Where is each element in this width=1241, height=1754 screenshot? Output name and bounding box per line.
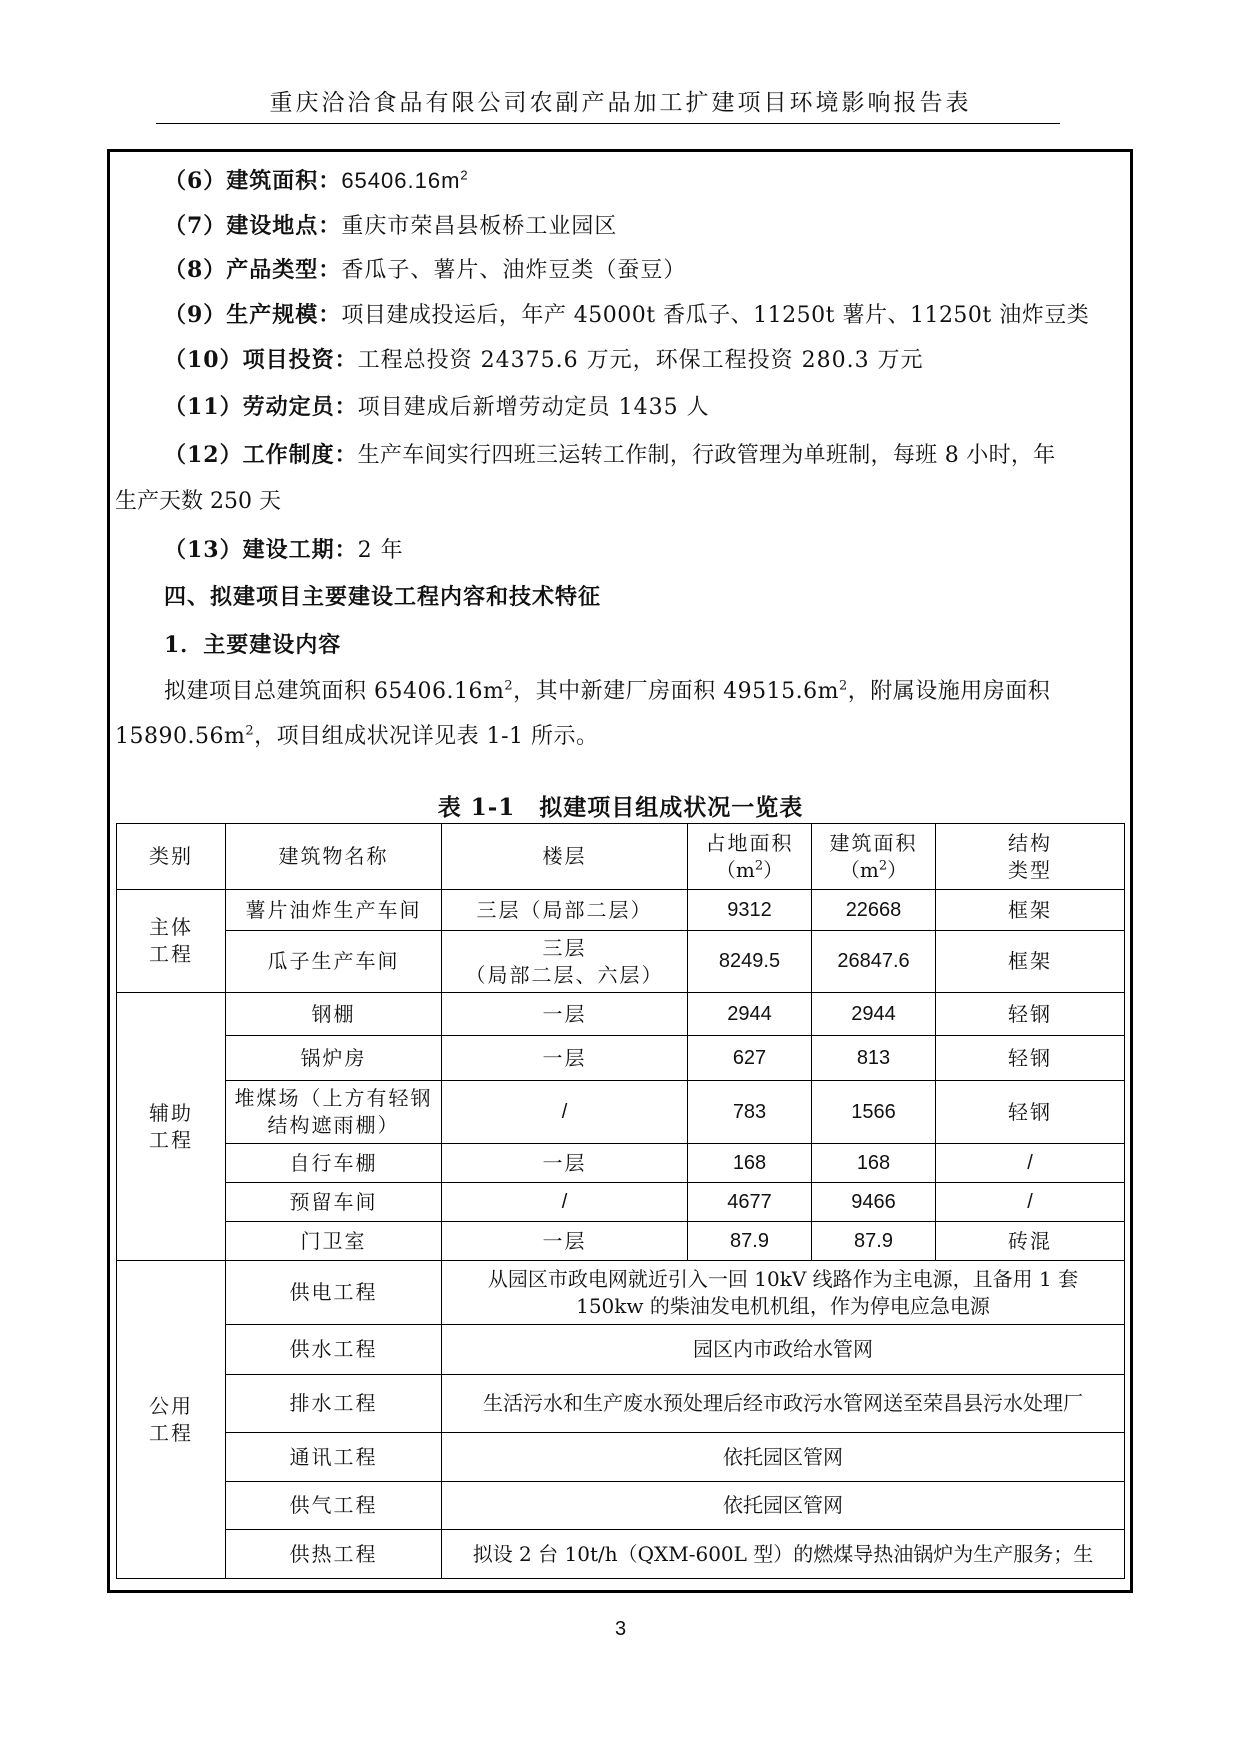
header-label: 类型 (1008, 857, 1052, 882)
land-area: 168 (688, 1144, 812, 1183)
superscript: 2 (245, 723, 255, 739)
structure: 砖混 (936, 1222, 1125, 1261)
floors (442, 931, 688, 993)
table-title: 表 1-1 拟建项目组成状况一览表 (437, 794, 804, 821)
item-value: 生产车间实行四班三运转工作制，行政管理为单班制，每班 8 小时，年 (357, 443, 1056, 468)
header-structure (936, 824, 1125, 890)
building-area: 813 (812, 1036, 936, 1081)
land-area: 87.9 (688, 1222, 812, 1261)
floors: / (442, 1183, 688, 1222)
building-name: 钢棚 (226, 993, 442, 1036)
works-description: 拟设 2 台 10t/h（QXM-600L 型）的燃煤导热油锅炉为生产服务；生 (442, 1530, 1125, 1579)
table-row (117, 1375, 1125, 1433)
item-value: 项目建成投运后，年产 45000t 香瓜子、11250t 薯片、11250t 油炸豆类 (341, 303, 1090, 328)
intro-text: 拟建项目总建筑面积 65406.16m (164, 679, 505, 704)
desc-line: 150kw 的柴油发电机机组，作为停电应急电源 (576, 1293, 990, 1318)
land-area: 8249.5 (688, 931, 812, 993)
floors: / (442, 1081, 688, 1144)
item-value: 香瓜子、薯片、油炸豆类（蚕豆） (341, 258, 687, 283)
header-category: 类别 (117, 824, 226, 890)
building-name: 门卫室 (226, 1222, 442, 1261)
group-label: 公用 (149, 1393, 193, 1418)
table-row (117, 1482, 1125, 1530)
structure: 轻钢 (936, 1081, 1125, 1144)
works-description: 依托园区管网 (442, 1482, 1125, 1530)
unit-text: （m (715, 857, 755, 882)
works-description: 生活污水和生产废水预处理后经市政污水管网送至荣昌县污水处理厂 (442, 1375, 1125, 1433)
intro-line-1 (164, 677, 1172, 707)
table-row (117, 890, 1125, 931)
item-label: （12）工作制度： (164, 442, 358, 468)
building-area: 168 (812, 1144, 936, 1183)
intro-line-2 (115, 722, 1123, 752)
header-label: 结构 (1008, 830, 1052, 855)
floors: 三层（局部二层） (442, 890, 688, 931)
building-area: 1566 (812, 1081, 936, 1144)
item-staff (164, 392, 1172, 423)
intro-text: ，其中新建厂房面积 49515.6m (513, 679, 839, 704)
group-main (117, 890, 226, 993)
group-label: 工程 (149, 942, 193, 966)
works-name: 供气工程 (226, 1482, 442, 1530)
floors: 一层 (442, 1222, 688, 1261)
page-number: 3 (614, 1618, 627, 1640)
superscript: 2 (504, 678, 514, 694)
header-unit (692, 857, 807, 884)
table-row (117, 1081, 1125, 1144)
works-name: 供热工程 (226, 1530, 442, 1579)
group-label: 辅助 (149, 1100, 193, 1125)
land-area: 627 (688, 1036, 812, 1081)
building-name: 自行车棚 (226, 1144, 442, 1183)
intro-text: ，附属设施用房面积 (847, 679, 1051, 704)
superscript: 2 (878, 857, 888, 873)
structure: 轻钢 (936, 993, 1125, 1036)
table-row (117, 1433, 1125, 1482)
floors: 一层 (442, 993, 688, 1036)
building-name: 预留车间 (226, 1183, 442, 1222)
header-rule (156, 123, 1060, 124)
table-header-row (117, 824, 1125, 890)
intro-text: 15890.56m (115, 724, 246, 749)
item-product-type (164, 255, 1172, 286)
works-description: 园区内市政给水管网 (442, 1325, 1125, 1375)
superscript: 2 (460, 167, 468, 183)
building-area: 9466 (812, 1183, 936, 1222)
structure: / (936, 1183, 1125, 1222)
item-building-area (164, 166, 1172, 197)
header-floors: 楼层 (442, 824, 688, 890)
floors-line: 三层 (542, 935, 587, 960)
structure: 框架 (936, 931, 1125, 993)
item-value: 65406.16m (341, 168, 461, 193)
building-name (226, 1081, 442, 1144)
item-label: （8）产品类型： (164, 257, 342, 283)
table-row (117, 931, 1125, 993)
table-row (117, 1222, 1125, 1261)
table-row (117, 1183, 1125, 1222)
page-header: 重庆洽洽食品有限公司农副产品加工扩建项目环境影响报告表 (269, 90, 972, 116)
item-value: 工程总投资 24375.6 万元，环保工程投资 280.3 万元 (357, 348, 924, 373)
building-area: 2944 (812, 993, 936, 1036)
floors: 一层 (442, 1036, 688, 1081)
table-row (117, 1325, 1125, 1375)
header-name: 建筑物名称 (226, 824, 442, 890)
table-row (117, 1144, 1125, 1183)
table-row (117, 993, 1125, 1036)
name-line: 结构遮雨棚） (267, 1113, 400, 1137)
item-label: （6）建筑面积： (164, 168, 342, 194)
header-land-area (688, 824, 812, 890)
item-value: 重庆市荣昌县板桥工业园区 (341, 214, 618, 239)
land-area: 2944 (688, 993, 812, 1036)
header-label: 建筑面积 (829, 830, 918, 855)
item-work-system-cont: 生产天数 250 天 (115, 489, 281, 514)
floors-line: （局部二层、六层） (465, 962, 664, 987)
table-row (117, 1261, 1125, 1325)
works-name: 供水工程 (226, 1325, 442, 1375)
item-construction-period (164, 535, 1172, 566)
item-label: （11）劳动定员： (164, 394, 358, 420)
building-area: 87.9 (812, 1222, 936, 1261)
header-building-area (812, 824, 936, 890)
building-name: 薯片油炸生产车间 (226, 890, 442, 931)
land-area: 4677 (688, 1183, 812, 1222)
structure: / (936, 1144, 1125, 1183)
group-label: 工程 (149, 1420, 193, 1445)
building-name: 瓜子生产车间 (226, 931, 442, 993)
unit-text: ） (887, 857, 908, 882)
item-label: （7）建设地点： (164, 213, 342, 239)
sub-heading: 1．主要建设内容 (164, 632, 342, 658)
item-production-scale (164, 300, 1172, 331)
name-line: 堆煤场（上方有轻钢 (234, 1086, 433, 1110)
item-location (164, 211, 1172, 242)
composition-table (116, 823, 1125, 1579)
works-name: 通讯工程 (226, 1433, 442, 1482)
structure: 轻钢 (936, 1036, 1125, 1081)
unit-text: （m (839, 857, 879, 882)
item-work-system (164, 440, 1172, 471)
table-row (117, 1530, 1125, 1579)
item-label: （13）建设工期： (164, 537, 358, 563)
structure: 框架 (936, 890, 1125, 931)
land-area: 9312 (688, 890, 812, 931)
item-label: （10）项目投资： (164, 347, 358, 373)
desc-line: 从园区市政电网就近引入一回 10kV 线路作为主电源，且备用 1 套 (487, 1266, 1079, 1291)
floors: 一层 (442, 1144, 688, 1183)
item-investment (164, 345, 1172, 376)
superscript: 2 (838, 678, 848, 694)
section-heading: 四、拟建项目主要建设工程内容和技术特征 (164, 584, 602, 610)
intro-text: ，项目组成状况详见表 1-1 所示。 (254, 724, 599, 749)
works-description (442, 1261, 1125, 1325)
item-value: 项目建成后新增劳动定员 1435 人 (357, 395, 710, 420)
building-area: 22668 (812, 890, 936, 931)
group-label: 主体 (149, 915, 193, 939)
item-value: 2 年 (357, 538, 404, 563)
works-description: 依托园区管网 (442, 1433, 1125, 1482)
item-label: （9）生产规模： (164, 302, 342, 328)
group-label: 工程 (149, 1127, 193, 1152)
superscript: 2 (754, 857, 764, 873)
header-unit (816, 857, 931, 884)
land-area: 783 (688, 1081, 812, 1144)
unit-text: ） (763, 857, 784, 882)
group-public (117, 1261, 226, 1579)
building-name: 锅炉房 (226, 1036, 442, 1081)
works-name: 供电工程 (226, 1261, 442, 1325)
table-row (117, 1036, 1125, 1081)
works-name: 排水工程 (226, 1375, 442, 1433)
header-label: 占地面积 (705, 830, 794, 855)
group-aux (117, 993, 226, 1261)
building-area: 26847.6 (812, 931, 936, 993)
